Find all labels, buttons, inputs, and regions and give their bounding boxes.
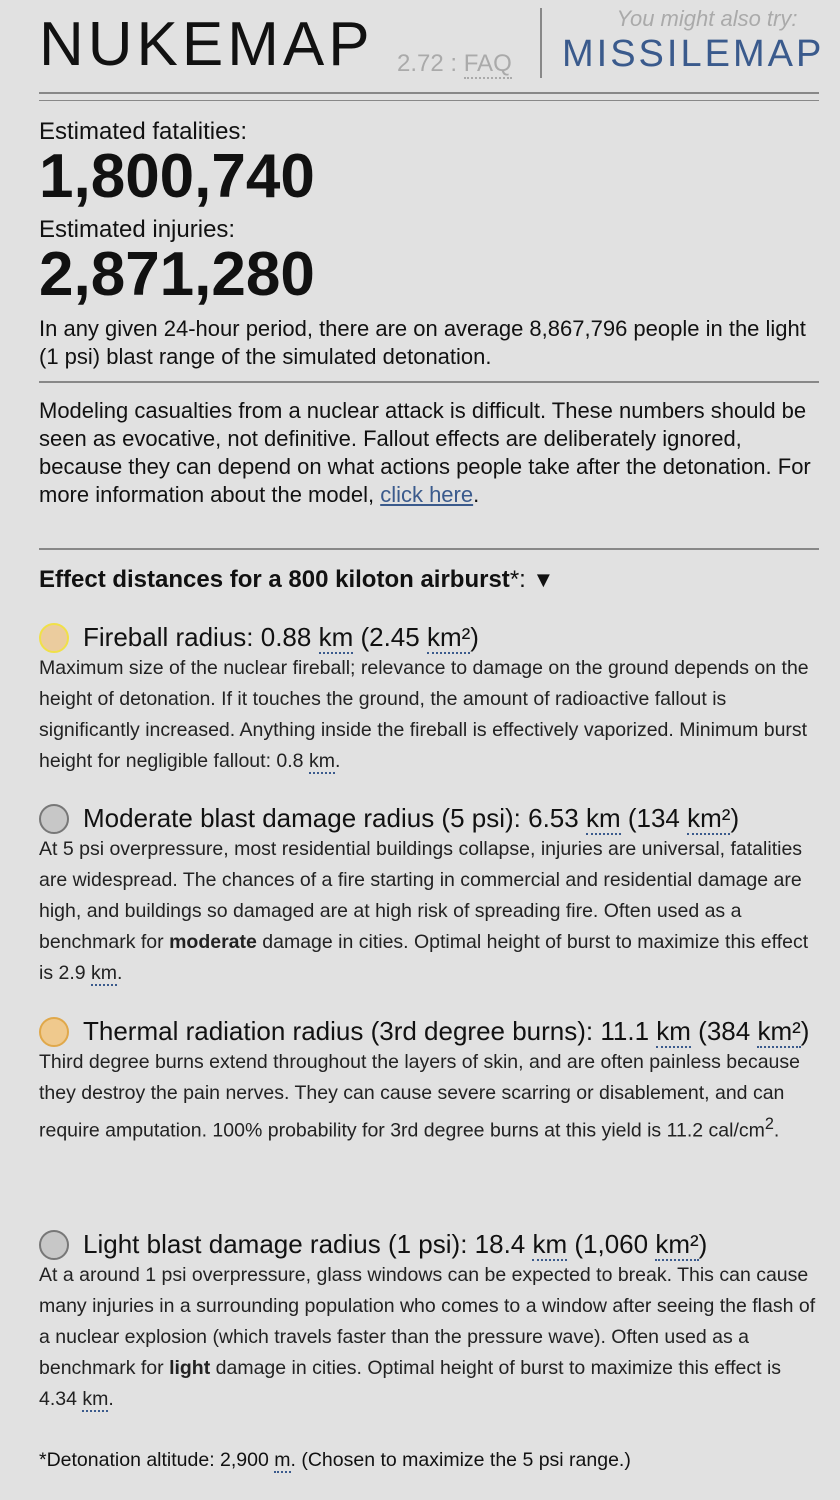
effects-header [39, 565, 819, 595]
app-logo[interactable]: NUKEMAP [39, 10, 374, 79]
light-desc-b: damage in cities. Optimal height of burst to maximize this effect is 4.34 [39, 1357, 782, 1410]
effect-light-blast [39, 1229, 819, 1415]
moderate-desc-bold: moderate [169, 931, 257, 953]
light-unit-km[interactable]: km [532, 1229, 568, 1259]
fireball-title-c: ) [470, 622, 479, 652]
injuries-section [39, 216, 819, 309]
effects-toggle-icon[interactable]: ▼ [532, 567, 555, 592]
fireball-desc-unit[interactable]: km [308, 750, 335, 772]
moderate-desc-b: damage in cities. Optimal height of burst to maximize this effect is 2.9 [39, 931, 809, 984]
thermal-title [39, 1016, 819, 1047]
header-divider [540, 8, 542, 78]
fireball-desc-text: Maximum size of the nuclear fireball; relevance to damage on the ground depends on the height of detonation. If it touches the ground, the amount of radioactive fallout is significantly increased. Anything inside the fireball is effectively vaporized. Minimum burst height for negligible fallout: 0.8 [39, 657, 809, 772]
version-info [397, 50, 512, 78]
thermal-title-a: Thermal radiation radius (3rd degree burns): 11.1 [83, 1016, 657, 1046]
model-info-link[interactable]: click here [380, 482, 474, 507]
moderate-unit-km[interactable]: km [585, 803, 621, 833]
thermal-desc-a: Third degree burns extend throughout the layers of skin, and are often painless because they destroy the pain nerves. They can cause severe scarring or disablement, and can require amputation. 100% probability for 3rd degree burns at this yield is 11.2 cal/cm [39, 1051, 800, 1142]
moderate-unit-km2[interactable]: km² [687, 803, 731, 833]
disclaimer-text: Modeling casualties from a nuclear attack is difficult. These numbers should be seen as evocative, not definitive. Fallout effects are deliberately ignored, because they can depend on what actions people take after the detonation. For more information about the model, [39, 398, 811, 507]
moderate-desc-end: . [117, 962, 123, 984]
thermal-description [39, 1047, 819, 1147]
faq-link[interactable]: FAQ [463, 50, 512, 77]
fireball-description [39, 653, 819, 777]
section-rule-2 [39, 548, 819, 550]
effect-thermal-radiation [39, 1016, 819, 1147]
moderate-desc-a: At 5 psi overpressure, most residential buildings collapse, injuries are universal, fatalities are widespread. The chances of a fire starting in commercial and residential damage are high, and buildings so damaged are at high risk of spreading fire. Often used as a benchmark for [39, 838, 803, 953]
fireball-toggle-icon[interactable] [39, 623, 69, 653]
moderate-title-b: (134 [620, 803, 688, 833]
fatalities-section [39, 118, 819, 211]
footnote-unit[interactable]: m [274, 1449, 291, 1471]
moderate-desc-unit[interactable]: km [91, 962, 118, 984]
header-rule-thin [39, 100, 819, 101]
light-desc-unit[interactable]: km [82, 1388, 109, 1410]
injuries-label: Estimated injuries: [39, 216, 236, 243]
light-title-b: (1,060 [567, 1229, 656, 1259]
light-unit-km2[interactable]: km² [655, 1229, 699, 1259]
fireball-unit-km2[interactable]: km² [426, 622, 471, 652]
light-desc-end: . [108, 1388, 114, 1410]
detonation-footnote [39, 1446, 819, 1474]
moderate-title-a: Moderate blast damage radius (5 psi): 6.53 [83, 803, 586, 833]
thermal-desc-end: . [773, 1119, 780, 1142]
fireball-title-b: (2.45 [353, 622, 427, 652]
light-description [39, 1260, 819, 1415]
also-try-label: You might also try: [616, 6, 798, 31]
thermal-title-b: (384 [690, 1016, 758, 1046]
header [39, 0, 825, 92]
effects-header-colon: : [519, 566, 533, 593]
moderate-title-c: ) [730, 803, 740, 833]
light-title-c: ) [698, 1229, 708, 1259]
thermal-toggle-icon[interactable] [39, 1017, 69, 1047]
fatalities-value: 1,800,740 [39, 142, 315, 211]
fireball-title-a: Fireball radius: 0.88 [83, 622, 319, 652]
fireball-desc-end: . [334, 750, 341, 772]
thermal-desc-sup: 2 [764, 1115, 774, 1133]
footnote-a: *Detonation altitude: 2,900 [39, 1449, 275, 1471]
injuries-value: 2,871,280 [39, 240, 315, 309]
light-desc-bold: light [169, 1357, 211, 1379]
disclaimer [39, 397, 819, 509]
effects-header-asterisk: * [509, 566, 520, 593]
fireball-title [39, 622, 819, 653]
light-title-a: Light blast damage radius (1 psi): 18.4 [83, 1229, 533, 1259]
effect-moderate-blast [39, 803, 819, 989]
light-toggle-icon[interactable] [39, 1230, 69, 1260]
also-try [562, 6, 832, 76]
thermal-unit-km2[interactable]: km² [757, 1016, 801, 1046]
version-number: 2.72 : [397, 50, 464, 77]
effects-header-text: Effect distances for a 800 kiloton airburst [39, 566, 510, 593]
thermal-title-c: ) [800, 1016, 810, 1046]
light-desc-a: At a around 1 psi overpressure, glass windows can be expected to break. This can cause many injuries in a surrounding population who comes to a window after seeing the flash of a nuclear explosion (which travels faster than the pressure wave). Often used as a benchmark for [39, 1264, 816, 1379]
moderate-toggle-icon[interactable] [39, 804, 69, 834]
section-rule-1 [39, 381, 819, 383]
moderate-description [39, 834, 819, 989]
moderate-title [39, 803, 819, 834]
nukemap-panel [39, 0, 825, 1471]
missilemap-link[interactable]: MISSILEMAP [562, 33, 825, 75]
thermal-unit-km[interactable]: km [656, 1016, 691, 1046]
header-rule [39, 92, 819, 94]
footnote-b: . (Chosen to maximize the 5 psi range.) [290, 1449, 631, 1471]
disclaimer-end: . [473, 482, 480, 507]
fatalities-label: Estimated fatalities: [39, 118, 248, 145]
light-title [39, 1229, 819, 1260]
effect-fireball [39, 622, 819, 777]
population-note: In any given 24-hour period, there are on average 8,867,796 people in the light (1 psi) blast range of the simulated detonation. [39, 316, 806, 369]
fireball-unit-km[interactable]: km [318, 622, 354, 652]
